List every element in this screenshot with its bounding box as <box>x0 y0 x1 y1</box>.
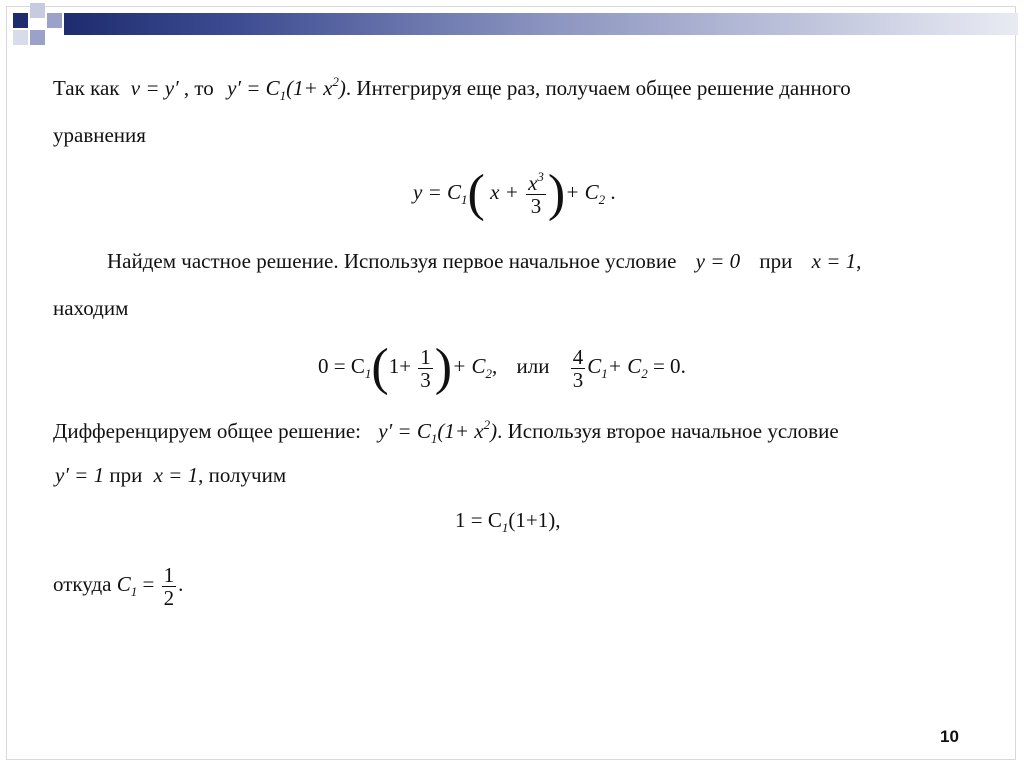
text-run: . Интегрируя еще раз, получаем общее решение данного <box>345 76 851 100</box>
math-part: C <box>587 354 602 378</box>
math-sub: 1 <box>461 192 468 207</box>
frac-num: 1 <box>420 344 431 369</box>
math-part: C <box>116 572 131 596</box>
text-run: , <box>856 249 862 273</box>
text-run: при <box>109 463 143 487</box>
text-run: . Используя второе начальное условие <box>497 419 839 443</box>
math-sub: 1 <box>601 366 608 381</box>
deco-square-1 <box>13 13 28 28</box>
math-sub: 1 <box>430 431 438 446</box>
fraction-1-over-2 <box>162 564 177 609</box>
math-v-eq-yprime: v = y′ <box>130 76 179 100</box>
fraction-x3-over-3 <box>526 168 546 218</box>
text-run: Дифференцируем общее решение: <box>53 419 362 443</box>
math-part: . <box>680 354 686 378</box>
equation-initial-condition-1 <box>318 334 686 398</box>
frac-num: x <box>528 170 538 195</box>
math-part: . <box>610 180 616 204</box>
math-part: , <box>555 508 561 532</box>
text-run: Так как <box>53 76 120 100</box>
frac-den: 2 <box>163 585 175 610</box>
text-run: Найдем частное решение. Используя первое начальное условие <box>107 249 677 273</box>
deco-square-2 <box>30 3 45 18</box>
math-part: + C <box>452 354 486 378</box>
math-yprime-formula <box>378 417 498 446</box>
math-part: . <box>178 572 184 596</box>
text-run: при <box>759 249 793 273</box>
paren-close: ) <box>547 165 566 223</box>
math-part: (1+ x <box>286 76 333 100</box>
math-part: 1 = C <box>455 508 502 532</box>
header-gradient-bar <box>64 13 1018 35</box>
math-part: ) <box>338 76 346 100</box>
deco-square-4 <box>30 30 45 45</box>
equation-general-solution <box>413 160 616 224</box>
math-yprime-formula <box>227 74 346 103</box>
text-run: находим <box>53 296 129 320</box>
math-part: = 0 <box>652 354 681 378</box>
math-part: 0 = C <box>318 354 365 378</box>
frac-den: 3 <box>572 367 584 392</box>
math-sup: 2 <box>332 74 339 89</box>
para1-line2 <box>53 123 146 147</box>
math-sub: 1 <box>501 520 509 535</box>
math-sub: 1 <box>364 366 372 381</box>
math-part: y = C <box>413 180 461 204</box>
paren-open: ( <box>467 165 485 223</box>
math-x-eq-1: x = 1 <box>811 249 857 273</box>
math-part: 1+ <box>388 354 412 378</box>
paren-close: ) <box>434 339 453 397</box>
para2-line1 <box>107 249 861 273</box>
text-run: , получим <box>198 463 287 487</box>
frac-num: 1 <box>163 562 175 587</box>
fraction-1-over-3 <box>418 346 433 391</box>
math-sub: 1 <box>130 584 138 599</box>
math-part: y′ = C <box>378 419 431 443</box>
text-or: или <box>516 354 550 378</box>
math-part: (1+ x <box>437 419 484 443</box>
math-part: + C <box>565 180 599 204</box>
math-part: x + <box>490 180 519 204</box>
paren-open: ( <box>371 339 389 397</box>
math-part: + C <box>607 354 642 378</box>
frac-num: 4 <box>572 344 584 369</box>
math-sup: 2 <box>483 417 491 432</box>
math-part: = <box>142 572 155 596</box>
para1-line1 <box>53 74 851 103</box>
math-part: (1+1) <box>508 508 556 532</box>
para3-line2 <box>55 463 286 487</box>
fraction-4-over-3 <box>571 346 586 391</box>
math-sub: 2 <box>598 192 606 207</box>
math-c1-result <box>116 562 184 610</box>
math-part: y′ = C <box>227 76 280 100</box>
math-sub: 2 <box>485 366 493 381</box>
math-y-eq-0: y = 0 <box>695 249 741 273</box>
frac-den: 3 <box>530 193 542 218</box>
math-sub: 1 <box>279 88 287 103</box>
text-run: уравнения <box>53 123 146 147</box>
page-number: 10 <box>940 727 959 746</box>
frac-den: 3 <box>420 367 431 392</box>
para3-line1 <box>53 417 839 446</box>
equation-initial-condition-2 <box>455 508 561 535</box>
math-yprime-eq-1: y′ = 1 <box>55 463 105 487</box>
para2-line2 <box>53 296 128 320</box>
math-sup: 3 <box>537 168 544 184</box>
math-sub: 2 <box>641 366 648 381</box>
para4-line1 <box>53 556 183 612</box>
math-part: , <box>492 354 498 378</box>
math-part: ) <box>490 419 498 443</box>
math-x-eq-1: x = 1 <box>153 463 199 487</box>
text-run: , то <box>183 76 214 100</box>
text-run: откуда <box>53 572 112 596</box>
deco-square-5 <box>13 30 28 45</box>
deco-square-3 <box>47 13 62 28</box>
